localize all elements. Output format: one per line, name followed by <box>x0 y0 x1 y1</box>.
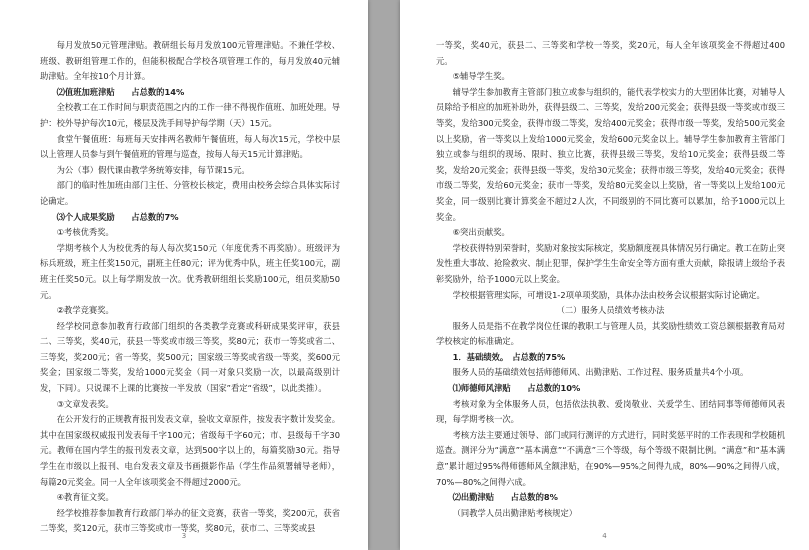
paragraph: 为公（事）假代课由教学务统筹安排，每节课15元。 <box>56 164 250 175</box>
page-number: 3 <box>181 532 187 540</box>
paragraph: 每月发放50元管理津贴。教研组长每月发放100元管理津贴。不兼任学校、班级、教研组管理工作的，但能积极配合学校各项管理工作的，每月发放40元辅助津贴。全年按10个月计算。 <box>40 40 340 82</box>
subsection-label: ②教学竞赛奖。 <box>56 305 114 316</box>
paragraph: 学期考核个人为校优秀的每人每次奖150元（年度优秀不再奖励）。班级评为标兵班级，班主任奖150元，副班主任80元；评为优秀中队，班主任奖100元，副班主任奖50元。以上每学期发放一次。优秀教研组组长奖励100元，组员奖励50元。 <box>40 242 340 300</box>
paragraph: 部门的临时性加班由部门主任、分管校长核定，费用由校务会综合具体实际讨论确定。 <box>40 180 340 206</box>
paragraph: 经学校同意参加教育行政部门组织的各类教学竞赛或科研成果奖评审，获县二、三等奖，奖40元，获县一等奖或市级三等奖，奖80元；获市一等奖或省二、三等奖，奖200元；省一等奖，奖500元；国家级三等奖或省级一等奖，奖600元奖金；国家级二等奖，发给1000元奖金（同一对象只奖励一次，以最高级别计发，下同）。只说课不上课的比赛按一半发放（国家”看定“省级”，以此类推）。 <box>40 320 340 394</box>
section-title: （二）服务人员绩效考核办法 <box>556 305 665 316</box>
paragraph: 食堂午餐值班：每班每天安排两名教师午餐值班，每人每次15元，学校中层以上管理人员参与到午餐值班的管理与巡查，按每人每天15元计算津贴。 <box>40 133 340 160</box>
paragraph: 一等奖，奖40元，获县二、三等奖和学校一等奖，奖20元，每人全年该项奖金不得超过400元。 <box>436 40 785 66</box>
section-heading: ⑴师德师风津贴 占总数的10% <box>452 383 581 394</box>
document-page-right <box>400 0 809 550</box>
paragraph: 考核方法主要通过领导、部门或同行测评的方式进行，同时奖惩平时的工作表现和学校随机巡查。测评分为“满意”“基本满意”“不满意”三个等级，每个等级不限制比例。“满意”和“基本满意”累计超过95%得师德师风全额津贴，在90%—95%之间得九成，80%—90%之间得八成，70%—80%之间得六成。 <box>436 429 785 487</box>
subsection-label: ③文章发表奖。 <box>56 398 114 409</box>
paragraph: 经学校推荐参加教育行政部门举办的征文竞赛，获省一等奖，奖200元，获省二等奖，奖120元，获市三等奖或市一等奖，奖80元，获市二、三等奖或县 <box>40 507 340 534</box>
subsection-label: ④教育征文奖。 <box>56 492 114 503</box>
section-heading: ⑵值班加班津贴 占总数的14% <box>56 86 185 97</box>
section-heading: ⑵出勤津贴 占总数的8% <box>452 492 558 503</box>
paragraph: 服务人员是指不在教学岗位任课的教职工与管理人员，其奖励性绩效工资总额根据教育局对学校核定的标准确定。 <box>436 320 785 347</box>
paragraph: 全校教工在工作时间与职责范围之内的工作一律不得视作值班、加班处理。导护：校外导护每次10元，楼层及洗手间导护每学期（天）15元。 <box>40 102 340 128</box>
subsection-label: ⑥突出贡献奖。 <box>452 227 510 238</box>
paragraph: 辅导学生参加教育主管部门独立或参与组织的，能代表学校实力的大型团体比赛，对辅导人员除给予相应的加班补助外，获得县级二、三等奖，发给200元奖金；获得县级一等奖或市级三等奖，发给300元奖金，获得市级二等奖，发给400元奖金；获得市级一等奖，发给500元奖金以上奖励，省一等奖以上发给1000元奖金，发给600元奖金以上。辅导学生参加教育主管部门独立或参与组织的现场、限时、独立比赛，获得县级三等奖，发给10元奖金；获得县级二等奖，发给20元奖金；获得县级一等奖，发给30元奖金；获得市级三等奖，发给40元奖金；获得市级二等奖，发给60元奖金；获市一等奖，发给80元奖金以上奖励，省一等奖以上发给100元奖金，同一级别比赛计算奖金不超过2人次，不同级别的不同比赛可以累加，给予1000元以上奖金。 <box>436 86 785 222</box>
section-heading: 1．基础绩效。 占总数的75% <box>452 351 566 362</box>
paragraph: 服务人员的基础绩效包括师德师风、出勤津贴、工作过程、服务质量共4个小项。 <box>452 367 749 378</box>
paragraph: 学校获得特别荣誉时，奖励对象按实际核定，奖励额度视具体情况另行确定。教工在防止突发性重大事故、抢险救灾、制止犯罪，保护学生生命安全等方面有重大贡献，除报请上级给予表彰奖励外，给予1000元以上奖金。 <box>436 242 785 284</box>
paragraph: 学校根据管理实际，可增设1-2项单项奖励，具体办法由校务会议根据实际讨论确定。 <box>452 289 765 300</box>
page-content <box>40 38 340 537</box>
document-page-left <box>0 0 368 550</box>
paragraph: （同教学人员出勤津贴考核规定） <box>452 507 578 518</box>
page-number: 4 <box>602 532 607 540</box>
paragraph: 在公开发行的正规教育报刊发表文章，验收文章原件，按发表字数计发奖金。其中在国家级权威报刊发表每千字100元；省级每千字60元；市、县级每千字30元。教师在国内学生的报刊发表文章，达到500字以上的，每篇奖励30元。指导学生在市级以上报刊、电台发表文章及书画摄影作品（学生作品须署辅导老师），每篇20元奖金。同一人全年该项奖金不得超过2000元。 <box>40 414 340 487</box>
page-content <box>436 38 785 521</box>
subsection-label: ①考核优秀奖。 <box>56 227 114 238</box>
subsection-label: ⑤辅导学生奖。 <box>452 71 510 82</box>
section-heading: ⑶个人成果奖励 占总数的7% <box>56 211 179 222</box>
paragraph: 考核对象为全体服务人员，包括依法执教、爱岗敬业、关爱学生、团结同事等师德师风表现，每学期考核一次。 <box>436 398 785 425</box>
